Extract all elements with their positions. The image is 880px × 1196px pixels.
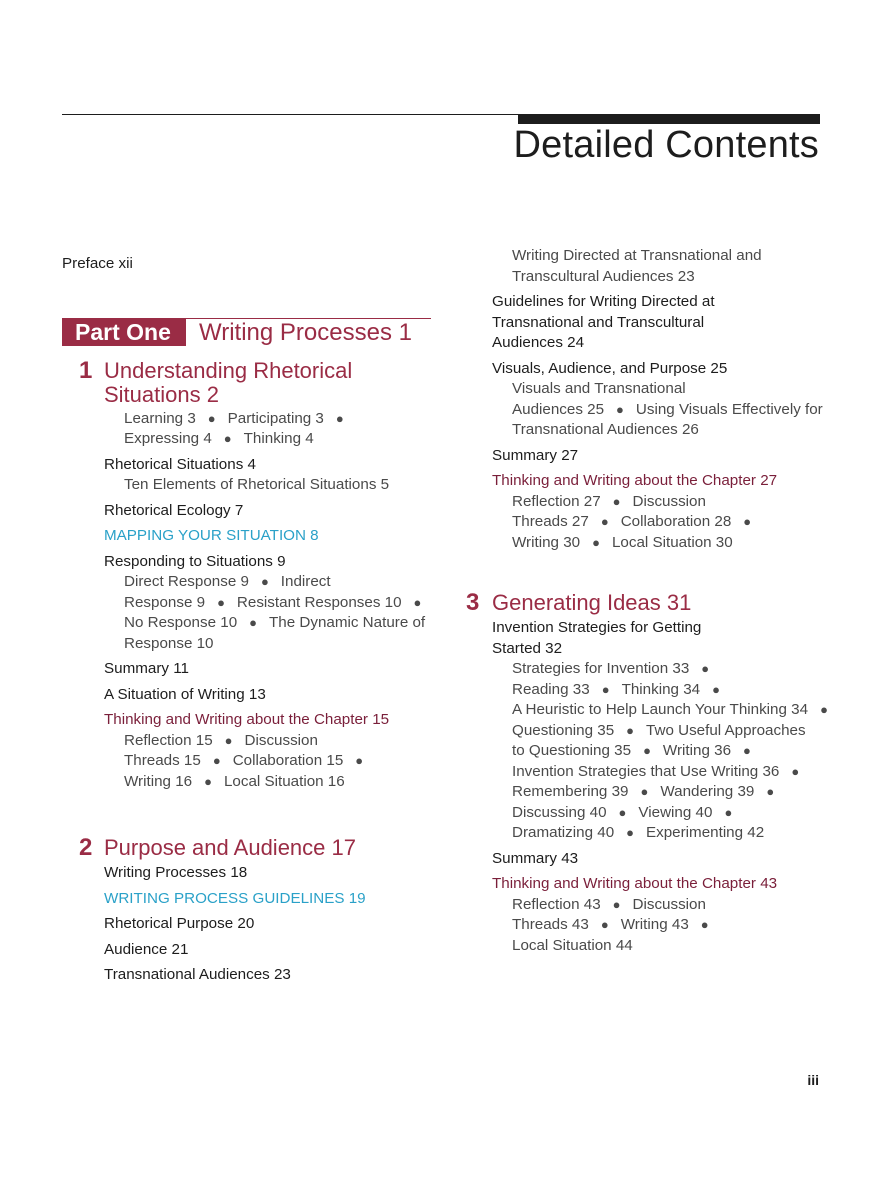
bullet-separator: ●: [616, 401, 624, 417]
toc-item[interactable]: Reflection 27: [512, 492, 601, 510]
bullet-separator: ●: [626, 722, 635, 738]
toc-subentry-line: [62, 772, 432, 793]
toc-item[interactable]: Using Visuals Effectively for: [635, 400, 823, 418]
toc-entry[interactable]: Summary 43: [492, 849, 579, 867]
toc-item[interactable]: Collaboration 15: [232, 752, 344, 769]
toc-subentry-line: [62, 572, 432, 593]
toc-item[interactable]: Indirect: [280, 573, 331, 590]
toc-subentry-line: [466, 379, 820, 400]
toc-item[interactable]: Writing 16: [124, 772, 193, 790]
part-heading: [62, 318, 431, 353]
toc-entry[interactable]: Summary 27: [492, 446, 579, 464]
bullet-separator: ●: [249, 615, 257, 630]
toc-item[interactable]: to Questioning 35: [512, 742, 632, 759]
toc-item[interactable]: The Dynamic Nature of: [269, 614, 426, 631]
bullet-separator: ●: [766, 784, 775, 799]
toc-item[interactable]: Local Situation 30: [611, 533, 733, 551]
bullet-separator: ●: [224, 732, 233, 748]
toc-subentry-line: [466, 659, 820, 680]
chapter-3-heading[interactable]: [466, 591, 820, 615]
bullet-separator: ●: [643, 743, 651, 758]
left-column: [62, 254, 432, 986]
toc-item[interactable]: Thinking 4: [243, 430, 314, 447]
toc-item[interactable]: Threads 43: [512, 916, 589, 933]
chapter-title: Generating Ideas 31: [492, 590, 692, 615]
toc-subentry-line: [466, 823, 820, 844]
toc-item[interactable]: Visuals and Transnational: [512, 380, 686, 397]
toc-entry[interactable]: Audience 21: [104, 940, 189, 958]
toc-subentry-line: [466, 721, 820, 742]
toc-item[interactable]: Local Situation 44: [512, 936, 633, 954]
bullet-separator: ●: [207, 410, 216, 426]
chapter-title-line: Understanding Rhetorical: [104, 357, 353, 383]
toc-subentry-line: [466, 936, 820, 957]
toc-entry-thinking[interactable]: Thinking and Writing about the Chapter 15: [104, 711, 390, 728]
bullet-separator: ●: [355, 753, 364, 768]
toc-item[interactable]: Thinking 34: [621, 680, 701, 698]
toc-item[interactable]: Response 9: [124, 593, 206, 611]
toc-item[interactable]: Local Situation 16: [223, 772, 345, 790]
toc-subentry-line: [466, 762, 820, 783]
toc-item[interactable]: Questioning 35: [512, 721, 615, 739]
toc-subentry-line: [62, 751, 432, 772]
toc-entry[interactable]: Rhetorical Purpose 20: [104, 915, 255, 932]
chapter-2-heading[interactable]: [62, 836, 432, 860]
toc-subentry-line: [466, 492, 820, 513]
toc-subentry-line: [62, 613, 432, 634]
chapter-title-line: Situations 2: [104, 381, 219, 407]
toc-item[interactable]: Threads 15: [124, 752, 201, 769]
toc-entry[interactable]: Rhetorical Ecology 7: [104, 501, 244, 519]
toc-subentry-line: [466, 803, 820, 824]
toc-entry[interactable]: Writing Processes 18: [104, 864, 248, 881]
bullet-separator: ●: [640, 784, 649, 799]
toc-entry[interactable]: Responding to Situations 9: [104, 552, 286, 570]
toc-subentry-line: [466, 420, 820, 441]
right-column: [466, 246, 828, 956]
toc-item[interactable]: Writing 43: [620, 916, 689, 933]
toc-item[interactable]: Two Useful Approaches: [646, 721, 806, 739]
bullet-separator: ●: [212, 753, 221, 768]
toc-subentry[interactable]: Transcultural Audiences 23: [512, 267, 695, 285]
bullet-separator: ●: [612, 896, 621, 912]
toc-entry-thinking[interactable]: Thinking and Writing about the Chapter 43: [492, 875, 778, 892]
header-bar: [518, 114, 820, 124]
toc-subentry-line: [466, 680, 820, 701]
toc-item[interactable]: Audiences 25: [512, 400, 605, 418]
toc-subentry-line: [466, 895, 820, 916]
part-title[interactable]: Writing Processes 1: [199, 318, 412, 346]
chapter-number: 1: [79, 356, 93, 384]
toc-subentry-line: [466, 400, 823, 421]
toc-item[interactable]: Collaboration 28: [620, 513, 732, 530]
toc-item[interactable]: No Response 10: [124, 614, 238, 631]
toc-subentry-line: [466, 915, 820, 936]
toc-item[interactable]: Participating 3: [227, 409, 324, 427]
toc-feature-entry[interactable]: WRITING PROCESS GUIDELINES 19: [104, 889, 366, 907]
chapter-number: 2: [79, 834, 93, 861]
part-label: Part One: [62, 318, 186, 346]
toc-item[interactable]: Discussion: [632, 895, 706, 913]
toc-entry[interactable]: Invention Strategies for Getting: [492, 619, 702, 636]
bullet-separator: ●: [724, 804, 733, 820]
toc-subentry-line: [62, 429, 432, 450]
toc-item[interactable]: Dramatizing 40: [512, 824, 615, 841]
bullet-separator: ●: [743, 743, 751, 758]
bullet-separator: ●: [712, 681, 720, 697]
toc-subentry-line: [466, 512, 820, 533]
toc-item[interactable]: Response 10: [124, 634, 214, 652]
toc-item[interactable]: Wandering 39: [660, 783, 755, 800]
toc-entry[interactable]: Transnational and Transcultural: [492, 313, 705, 331]
toc-entry[interactable]: A Situation of Writing 13: [104, 685, 266, 703]
toc-item[interactable]: Writing 36: [662, 742, 732, 759]
bullet-separator: ●: [791, 763, 800, 779]
bullet-separator: ●: [592, 534, 600, 550]
toc-item[interactable]: Direct Response 9: [124, 573, 249, 590]
toc-entry[interactable]: Audiences 24: [492, 334, 585, 351]
ch1-intro-sections: [62, 409, 432, 450]
toc-item[interactable]: A Heuristic to Help Launch Your Thinking 34: [512, 701, 809, 718]
toc-subentry[interactable]: Writing Directed at Transnational and: [512, 247, 762, 264]
toc-entry[interactable]: Visuals, Audience, and Purpose 25: [492, 359, 728, 377]
toc-item[interactable]: Invention Strategies that Use Writing 36: [512, 762, 780, 780]
bullet-separator: ●: [701, 661, 710, 676]
bullet-separator: ●: [204, 773, 212, 789]
toc-entry[interactable]: Rhetorical Situations 4: [104, 455, 256, 473]
toc-item[interactable]: Threads 27: [512, 513, 589, 530]
toc-item[interactable]: Expressing 4: [124, 430, 212, 447]
chapter-1-heading[interactable]: [62, 356, 432, 407]
toc-subentry-line: [62, 593, 432, 614]
bullet-separator: ●: [600, 514, 609, 529]
toc-item[interactable]: Discussion: [632, 492, 706, 510]
toc-entry-thinking[interactable]: Thinking and Writing about the Chapter 27: [492, 472, 778, 489]
bullet-separator: ●: [601, 681, 610, 697]
toc-preface[interactable]: Preface xii: [62, 255, 133, 272]
page-title: Detailed Contents: [513, 124, 819, 166]
toc-subentry-line: [466, 741, 820, 762]
toc-feature-entry[interactable]: MAPPING YOUR SITUATION 8: [104, 527, 319, 544]
toc-item[interactable]: Reflection 15: [124, 731, 213, 749]
toc-entry[interactable]: Transnational Audiences 23: [104, 966, 291, 983]
bullet-separator: ●: [820, 702, 828, 717]
toc-subentry-line: [466, 533, 820, 554]
toc-item[interactable]: Writing 30: [512, 533, 581, 551]
bullet-separator: ●: [612, 493, 621, 509]
toc-item[interactable]: Remembering 39: [512, 783, 629, 800]
toc-subentry-line: [62, 731, 432, 752]
page-number: iii: [807, 1072, 819, 1088]
toc-item[interactable]: Strategies for Invention 33: [512, 660, 690, 677]
toc-item[interactable]: Reflection 43: [512, 895, 601, 913]
toc-item[interactable]: Discussing 40: [512, 803, 607, 821]
toc-subentry-line: [62, 409, 432, 430]
toc-item[interactable]: Transnational Audiences 26: [512, 421, 699, 438]
bullet-separator: ●: [413, 594, 422, 610]
bullet-separator: ●: [223, 431, 232, 446]
toc-subentry-line: [466, 700, 828, 721]
bullet-separator: ●: [335, 410, 344, 426]
bullet-separator: ●: [618, 804, 627, 820]
toc-item[interactable]: Viewing 40: [638, 803, 713, 821]
bullet-separator: ●: [217, 594, 225, 610]
toc-item[interactable]: Resistant Responses 10: [236, 593, 402, 611]
bullet-separator: ●: [260, 574, 269, 589]
toc-entry[interactable]: Started 32: [492, 639, 563, 657]
toc-item[interactable]: Reading 33: [512, 680, 590, 698]
bullet-separator: ●: [626, 825, 634, 840]
bullet-separator: ●: [700, 917, 709, 932]
toc-item[interactable]: Learning 3: [124, 409, 196, 427]
toc-item[interactable]: Discussion: [244, 731, 318, 749]
toc-subentry-line: [62, 634, 432, 655]
toc-subentry[interactable]: Ten Elements of Rhetorical Situations 5: [124, 476, 390, 493]
toc-subentry-line: [466, 782, 820, 803]
bullet-separator: ●: [600, 917, 609, 932]
toc-item[interactable]: Experimenting 42: [646, 824, 765, 841]
chapter-number: 3: [466, 589, 480, 616]
bullet-separator: ●: [743, 514, 752, 529]
toc-entry[interactable]: Guidelines for Writing Directed at: [492, 293, 715, 310]
chapter-title: Purpose and Audience 17: [104, 835, 356, 860]
toc-entry[interactable]: Summary 11: [104, 660, 189, 677]
